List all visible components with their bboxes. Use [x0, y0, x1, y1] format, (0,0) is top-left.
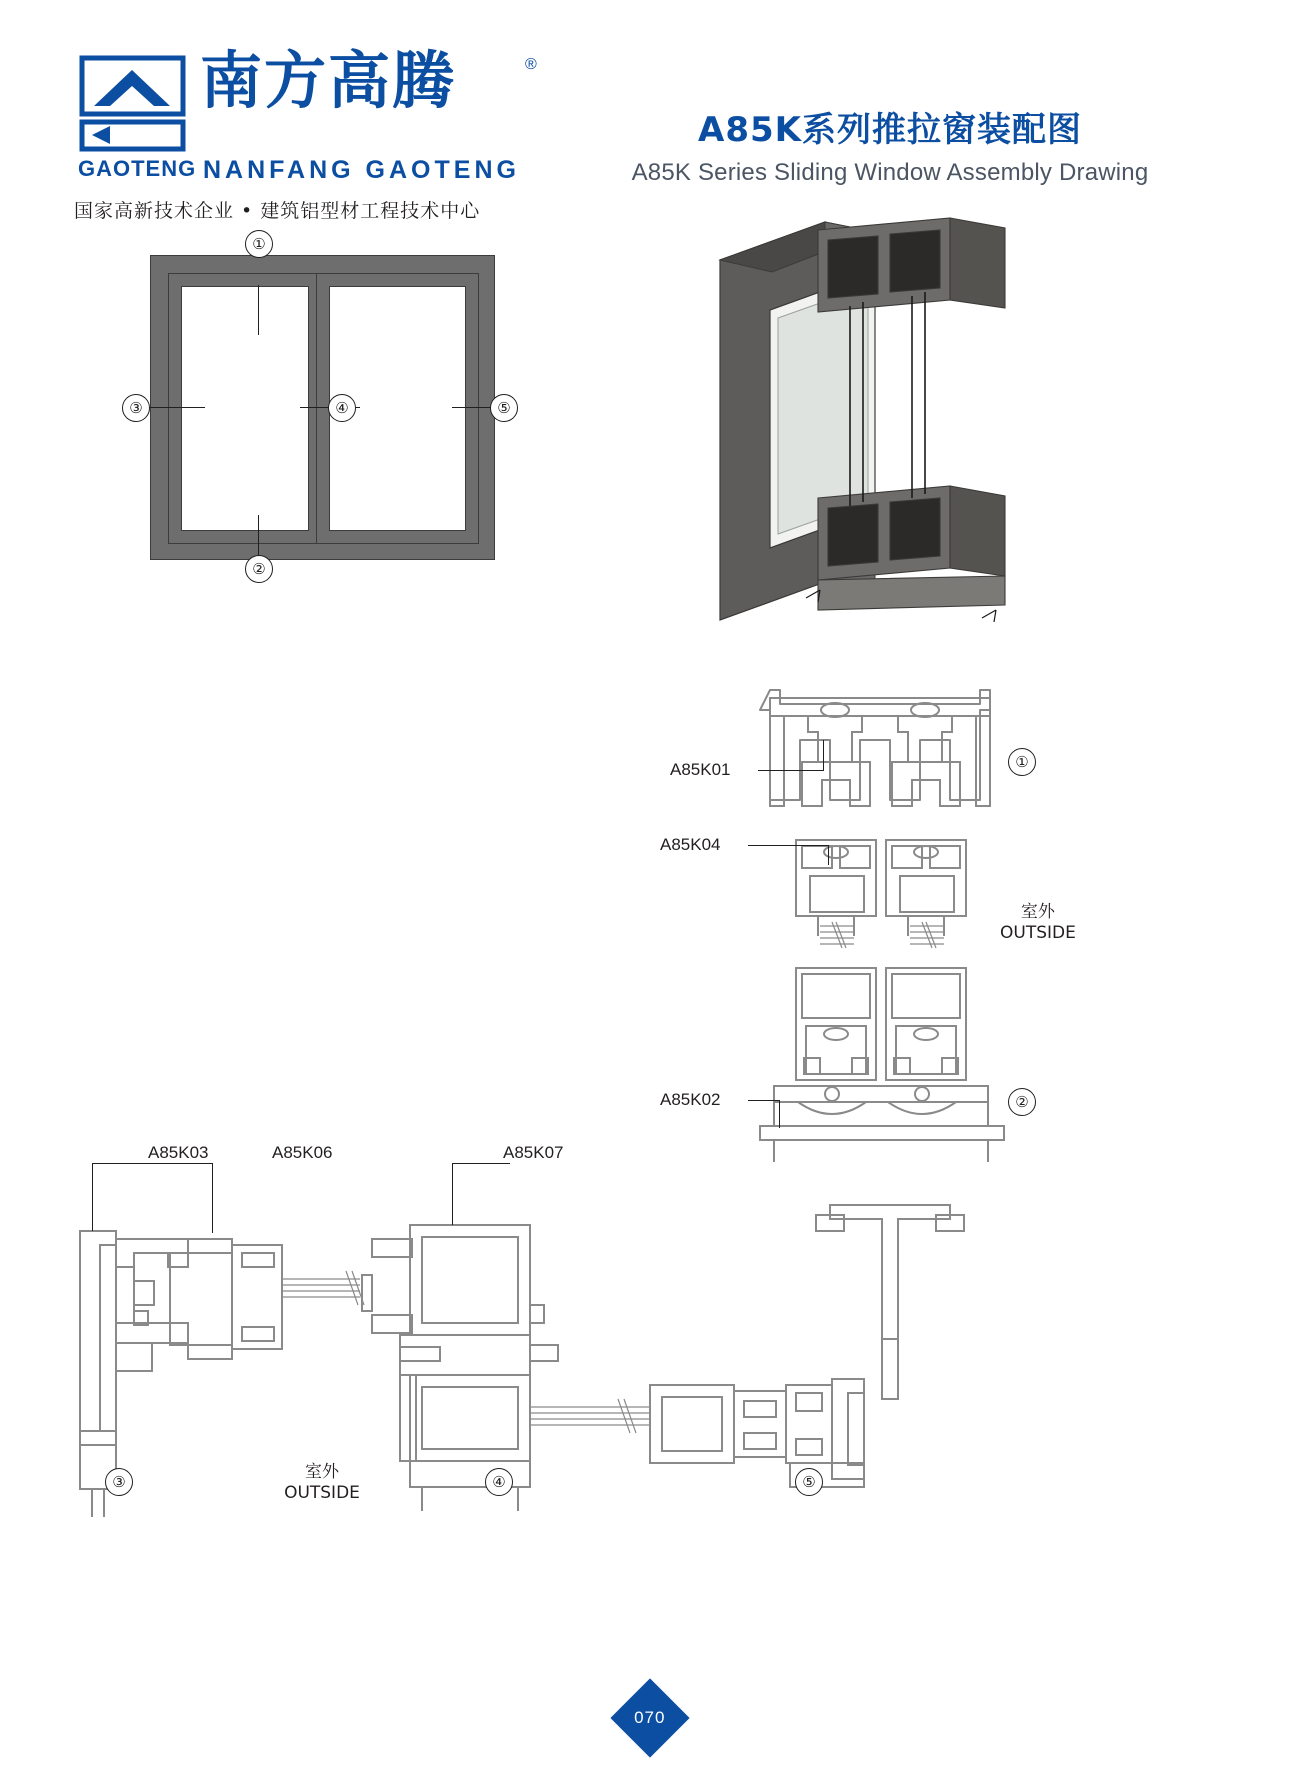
window-glass-left — [181, 286, 309, 531]
drawing-title-block — [560, 110, 1220, 187]
window-3d-perspective — [700, 210, 1120, 630]
section-callout-1: ① — [1008, 748, 1036, 776]
leader-a85k06-v — [212, 1163, 213, 1233]
leader-a85k02-v — [779, 1100, 780, 1128]
brand-name-en-right: NANFANG GAOTENG — [203, 156, 520, 184]
page-number-badge — [610, 1678, 689, 1757]
part-label-a85k01: A85K01 — [670, 760, 731, 779]
brand-name-cn: 南方高腾 — [200, 44, 457, 117]
outside-label-bottom — [262, 1462, 382, 1505]
section-callout-3: ③ — [105, 1468, 133, 1496]
brand-logo-block — [70, 44, 540, 222]
section-callout-4: ④ — [485, 1468, 513, 1496]
outside-label-right-en: OUTSIDE — [1000, 923, 1076, 944]
outside-label-right — [1000, 902, 1076, 945]
elevation-callout-1: ① — [245, 230, 273, 258]
outside-label-bottom-cn: 室外 — [305, 1462, 339, 1482]
section-callout-5: ⑤ — [795, 1468, 823, 1496]
part-label-a85k06: A85K06 — [272, 1143, 333, 1162]
elevation-callout-4: ④ — [328, 394, 356, 422]
page-number: 070 — [634, 1708, 666, 1727]
leader-a85k07-h — [452, 1163, 510, 1164]
section-callout-2: ② — [1008, 1088, 1036, 1116]
outside-label-right-cn: 室外 — [1020, 902, 1055, 922]
gaoteng-logo-icon — [80, 56, 185, 151]
elevation-callout-3: ③ — [122, 394, 150, 422]
leader-line-3 — [150, 407, 205, 408]
part-label-a85k07: A85K07 — [503, 1143, 564, 1162]
leader-a85k03-h — [92, 1163, 212, 1164]
leader-a85k07-v — [452, 1163, 453, 1225]
registered-mark: ® — [525, 56, 537, 73]
title-cn: A85K系列推拉窗装配图 — [698, 110, 1082, 150]
window-sash-left — [168, 273, 322, 544]
part-label-a85k03: A85K03 — [148, 1143, 209, 1162]
leader-a85k04 — [748, 845, 828, 846]
leader-a85k04-v — [828, 845, 829, 865]
elevation-callout-5: ⑤ — [490, 394, 518, 422]
outside-label-bottom-en: OUTSIDE — [284, 1483, 360, 1504]
part-label-a85k04: A85K04 — [660, 835, 721, 854]
section-group-bottom — [70, 1195, 1230, 1525]
leader-a85k01 — [758, 770, 823, 771]
part-label-a85k02: A85K02 — [660, 1090, 721, 1109]
leader-line-1 — [258, 285, 259, 335]
leader-a85k03-v — [92, 1163, 93, 1231]
title-en: A85K Series Sliding Window Assembly Drawing — [631, 158, 1149, 186]
leader-a85k02 — [748, 1100, 780, 1101]
elevation-callout-2: ② — [245, 555, 273, 583]
brand-tagline: 国家高新技术企业 • 建筑铝型材工程技术中心 — [74, 200, 481, 222]
leader-a85k01-v — [823, 740, 824, 771]
brand-name-en-left: GAOTENG — [78, 156, 197, 181]
